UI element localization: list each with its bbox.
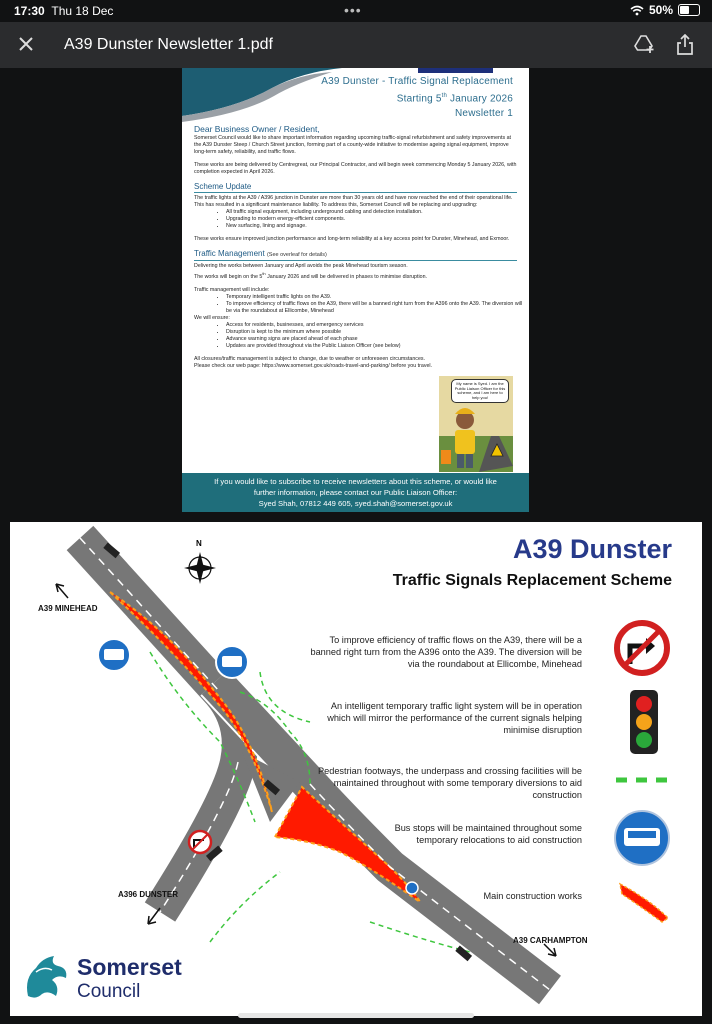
legend-construction: Main construction works <box>483 891 582 901</box>
label-a39-minehead: A39 MINEHEAD <box>38 604 98 613</box>
contractor-text: These works are being delivered by Centregreat, our Principal Contractor, and will begin week commencing Monday 5 January 2026, with completion expected in April 2026. <box>194 162 517 175</box>
status-time: 17:30 Thu 18 Dec <box>14 4 114 18</box>
page1-header: A39 Dunster - Traffic Signal Replacement Starting 5th January 2026 Newsletter 1 <box>321 76 513 120</box>
pdf-page-1 <box>182 68 529 512</box>
liaison-officer-cartoon <box>439 376 513 472</box>
tm-bullets: • Temporary intelligent traffic lights on the A39. • To improve efficiency of traffic flows on the A39, there will be a banned right turn from the A396 onto the A39. The diversion will be via the roundabout at Ellicombe, Minehead <box>194 294 526 315</box>
web-text: Please check our web page: https://www.somerset.gov.uk/roads-travel-and-parking/ before you travel. <box>194 362 433 369</box>
tm-text1: Delivering the works between January and April avoids the peak Minehead tourism season. <box>194 263 408 269</box>
page1-body <box>194 124 523 370</box>
header-swoosh <box>182 68 342 124</box>
greeting: Dear Business Owner / Resident, <box>194 124 320 134</box>
page1-footer: If you would like to subscribe to receive newsletters about this scheme, or would like further information, please contact our Public Liaison Officer: Syed Shah, 07812 449 605, syed.shah@somerset.gov.uk <box>182 473 529 512</box>
legend-banned-turn: To improve efficiency of traffic flows on the A39, there will be a banned right turn from the A396 onto the A39. The diversion will be via the roundabout at Ellicombe, Minehead <box>310 635 582 669</box>
cartoon-speech-bubble: My name is Syed. I am the Public Liaison Officer for this scheme, and I am here to help you! <box>451 379 509 403</box>
page2-title: A39 Dunster <box>512 534 672 564</box>
tm-heading: Traffic Management (See overleaf for details) <box>194 249 517 261</box>
page2-subtitle: Traffic Signals Replacement Scheme <box>392 572 672 589</box>
bus-stop-icon-left <box>98 639 130 671</box>
share-icon[interactable] <box>676 34 694 56</box>
legend-bus-stops: Bus stops will be maintained throughout some temporary relocations to aid construction <box>394 823 582 845</box>
viewer-toolbar <box>0 22 712 68</box>
somerset-council-logo: Somerset Council <box>22 950 222 1010</box>
compass-label: N <box>196 539 202 548</box>
wifi-icon <box>630 5 644 16</box>
close-icon[interactable] <box>14 32 38 56</box>
scheme-outro: These works ensure improved junction performance and long-term reliability at a key access point for Dunster, Minehead, and Exmoor. <box>194 236 510 242</box>
ensure-bullets: • Access for residents, businesses, and emergency services • Disruption is kept to the minimum where possible • Advance warning signs are placed ahead of each phase • Updates are provided throughout via the Public Liaison Officer (see below) <box>194 322 416 350</box>
scheme-bullets: • All traffic signal equipment, including underground cabling and detection installation. • Upgrading to modern energy-efficient components. • New surfacing, lining and signage. <box>194 209 517 230</box>
no-right-turn-icon <box>617 623 667 673</box>
legend-traffic-lights: An intelligent temporary traffic light system will be in operation which will mirror the performance of the current signals helping minimise disruption <box>327 701 582 735</box>
bus-stop-legend-icon <box>615 811 669 865</box>
header-bar <box>418 68 493 73</box>
battery-icon <box>678 4 700 16</box>
compass-icon <box>184 552 216 584</box>
status-bar <box>0 0 712 22</box>
tm-include: Traffic management will include: <box>194 286 270 293</box>
bus-stop-icon-right <box>216 646 248 678</box>
no-right-turn-icon-map <box>189 831 211 853</box>
tm-text2: The works will begin on the 5th January 2026 and will be delivered in phases to minimise disruption. <box>194 271 428 280</box>
status-right <box>630 3 700 17</box>
pdf-page-2 <box>10 522 702 1016</box>
label-a396-dunster: A396 DUNSTER <box>118 890 179 899</box>
document-title: A39 Dunster Newsletter 1.pdf <box>64 36 273 53</box>
scheme-heading: Scheme Update <box>194 182 517 193</box>
dragon-icon <box>22 950 72 1002</box>
closure-text: All closures/traffic management is subject to change, due to weather or unforeseen circumstances. <box>194 355 426 362</box>
scheme-text: The traffic lights at the A39 / A396 junction in Dunster are more than 30 years old and have now reached the end of their operational life. This has resulted in a significant maintenance liability. To address this, Somerset Council will be replacing and upgrading: <box>194 195 513 208</box>
label-a39-carhampton: A39 CARHAMPTON <box>513 936 588 945</box>
ensure-intro: We will ensure: <box>194 314 230 321</box>
traffic-light-icon <box>630 690 658 754</box>
construction-works-legend-icon <box>620 884 668 922</box>
battery-percent: 50% <box>648 3 673 17</box>
save-to-drive-icon[interactable] <box>634 34 656 54</box>
intro-text: Somerset Council would like to share important information regarding upcoming traffic-signal refurbishment and safety improvements at the A39 Dunster Steep / Church Street junction, forming part of a county-wide initiative to modernise ageing signal equipment, improve long-term safety, reliability, and traffic flows. <box>194 135 511 155</box>
legend-footways: Pedestrian footways, the underpass and crossing facilities will be maintained throughout with some temporary diversions to aid construction <box>317 766 582 800</box>
multitask-dots[interactable]: ••• <box>344 2 362 18</box>
home-indicator[interactable] <box>238 1013 474 1018</box>
